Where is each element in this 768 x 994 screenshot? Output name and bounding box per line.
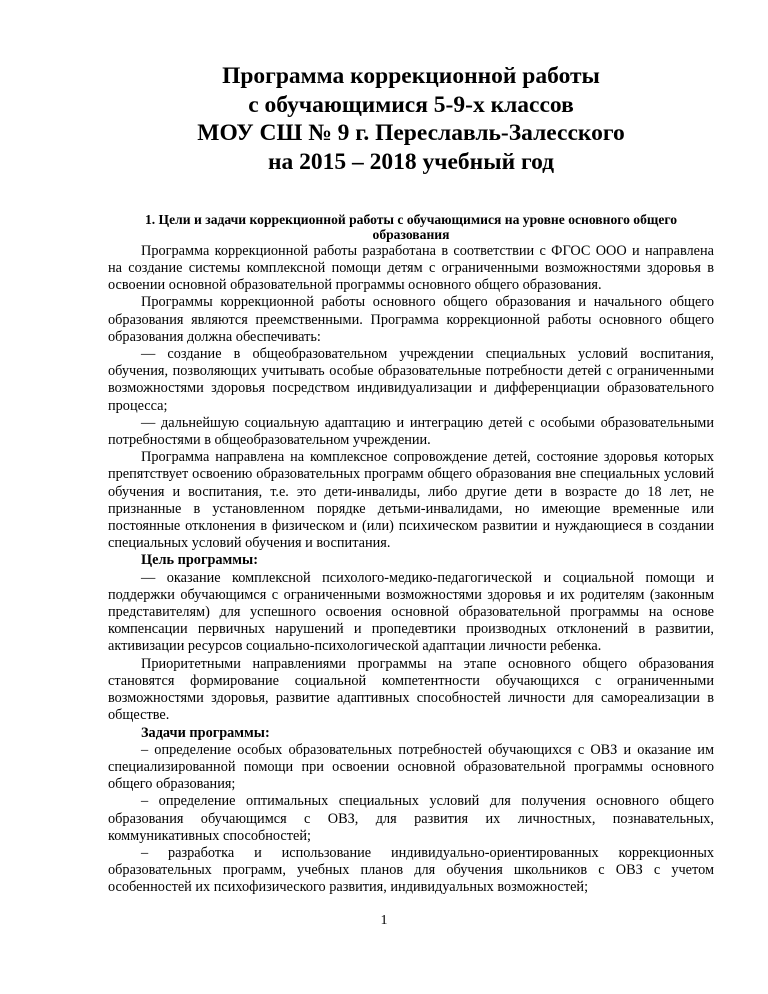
document-page bbox=[108, 62, 714, 897]
paragraph-6: — оказание комплексной психолого-медико-педагогической и социальной помощи и поддержки обучающимся с ограниченными возможностями здоровья и их родителям (законным представителям) для успешного освоения основной образовательной программы на основе компенсации первичных нарушений и пропедевтики производных отклонений в развитии, активизации ресурсов социально-психологической адаптации личности ребенка. bbox=[108, 569, 714, 655]
section-heading: 1. Цели и задачи коррекционной работы с обучающимися на уровне основного общего образования bbox=[144, 212, 678, 243]
paragraph-4: — дальнейшую социальную адаптацию и интеграцию детей с особыми образовательными потребностями в общеобразовательном учреждении. bbox=[108, 414, 714, 449]
goal-heading: Цель программы: bbox=[141, 552, 258, 569]
paragraph-5: Программа направлена на комплексное сопровождение детей, состояние здоровья которых препятствует освоению образовательных программ общего образования вне специальных условий обучения и воспитания, т.е. это дети-инвалиды, либо другие дети в возрасте до 18 лет, не признанные в установленном порядке детьми-инвалидами, но имеющие временные или постоянные отклонения в физическом и (или) психическом развитии и нуждающиеся в создании специальных условий обучения и воспитания. bbox=[108, 449, 714, 552]
paragraph-7: Приоритетными направлениями программы на этапе основного общего образования становятся формирование социальной компетентности обучающихся с ограниченными возможностями здоровья, развитие адаптивных способностей личности для самореализации в обществе. bbox=[108, 655, 714, 724]
title-line-2: с обучающимися 5-9-х классов bbox=[248, 91, 574, 118]
paragraph-2: Программы коррекционной работы основного общего образования и начального общего образования являются преемственными. Программа коррекционной работы основного общего образования должна обеспечивать: bbox=[108, 294, 714, 345]
document-body bbox=[108, 243, 714, 897]
title-line-3: МОУ СШ № 9 г. Переславль-Залесского bbox=[197, 120, 625, 146]
tasks-heading: Задачи программы: bbox=[141, 724, 270, 741]
title-line-1: Программа коррекционной работы bbox=[222, 63, 600, 89]
paragraph-9: – определение оптимальных специальных условий для получения основного общего образования обучающимся с ОВЗ, для развития их личностных, познавательных, коммуникативных способностей; bbox=[108, 793, 714, 844]
paragraph-1: Программа коррекционной работы разработана в соответствии с ФГОС ООО и направлена на создание системы комплексной помощи детям с ограниченными возможностями здоровья в освоении основной образовательной программы основного общего образования. bbox=[108, 242, 714, 294]
paragraph-10: – разработка и использование индивидуально-ориентированных коррекционных образовательных программ, учебных планов для обучения школьников с ОВЗ с учетом особенностей их психофизического развития, индивидуальных возможностей; bbox=[108, 844, 714, 896]
document-title bbox=[108, 62, 714, 176]
paragraph-8: – определение особых образовательных потребностей обучающихся с ОВЗ и оказание им специализированной помощи при освоении основной образовательной программы основного общего образования; bbox=[108, 741, 714, 793]
page-number: 1 bbox=[380, 913, 388, 928]
paragraph-3: — создание в общеобразовательном учреждении специальных условий воспитания, обучения, позволяющих учитывать особые образовательные потребности детей с ограниченными возможностями здоровья посредством индивидуализации и дифференциации образовательного процесса; bbox=[108, 346, 714, 414]
title-line-4: на 2015 – 2018 учебный год bbox=[267, 148, 555, 175]
